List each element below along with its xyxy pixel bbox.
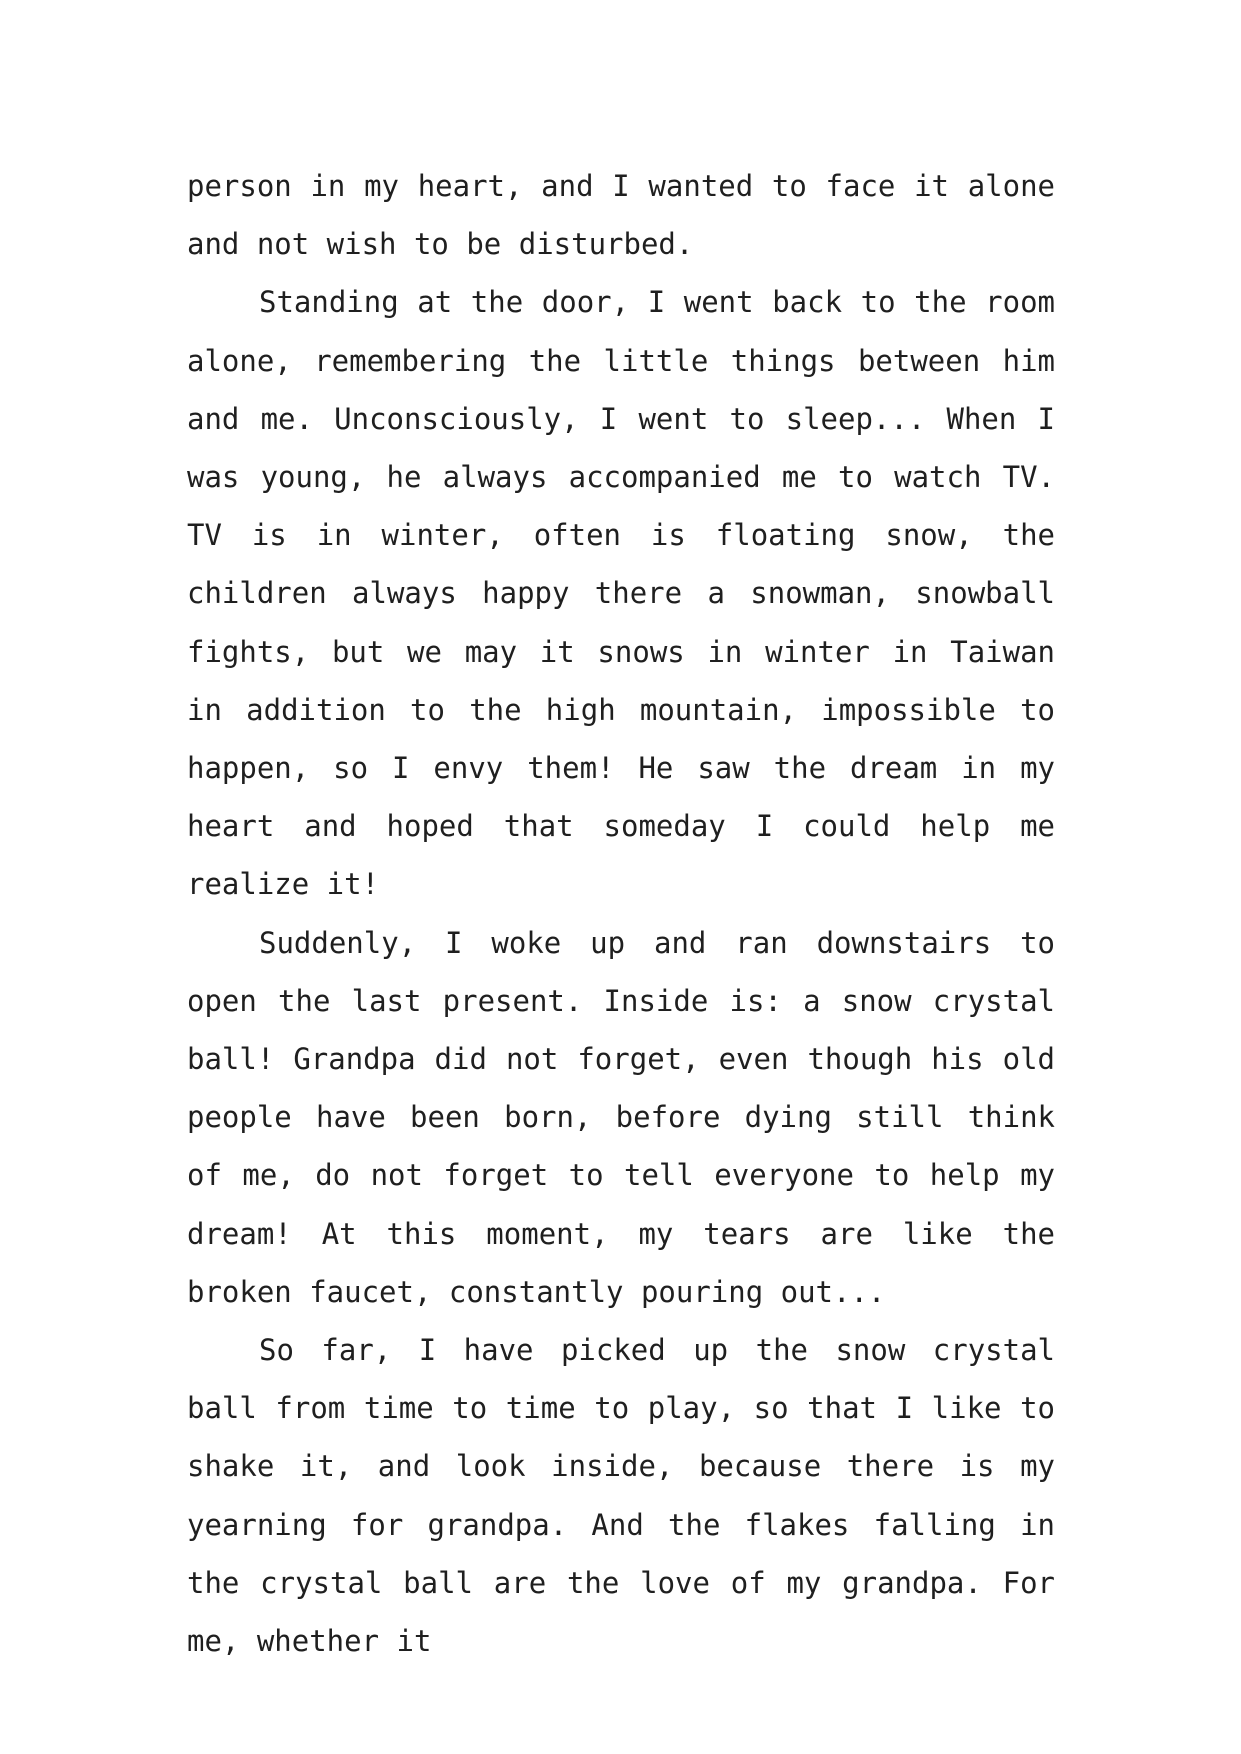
paragraph-so-far: So far, I have picked up the snow crystal ball from time to time to play, so that I like to shake it, and look inside, because there is my yearning for grandpa. And the flakes falling in the crystal ball are the love of my grandpa. For me, whether it bbox=[187, 1333, 1055, 1659]
paragraph-continued: person in my heart, and I wanted to face it alone and not wish to be disturbed. bbox=[187, 169, 1055, 262]
document-page bbox=[187, 157, 1055, 1670]
paragraph-suddenly: Suddenly, I woke up and ran downstairs to open the last present. Inside is: a snow crystal ball! Grandpa did not forget, even though his old people have been born, before dying still think of me, do not forget to tell everyone to help my dream! At this moment, my tears are like the broken faucet, constantly pouring out... bbox=[187, 925, 1055, 1309]
paragraph-standing-at-door: Standing at the door, I went back to the room alone, remembering the little things between him and me. Unconsciously, I went to sleep... When I was young, he always accompanied me to watch TV. TV is in winter, often is floating snow, the children always happy there a snowman, snowball fights, but we may it snows in winter in Taiwan in addition to the high mountain, impossible to happen, so I envy them! He saw the dream in my heart and hoped that someday I could help me realize it! bbox=[187, 285, 1055, 902]
